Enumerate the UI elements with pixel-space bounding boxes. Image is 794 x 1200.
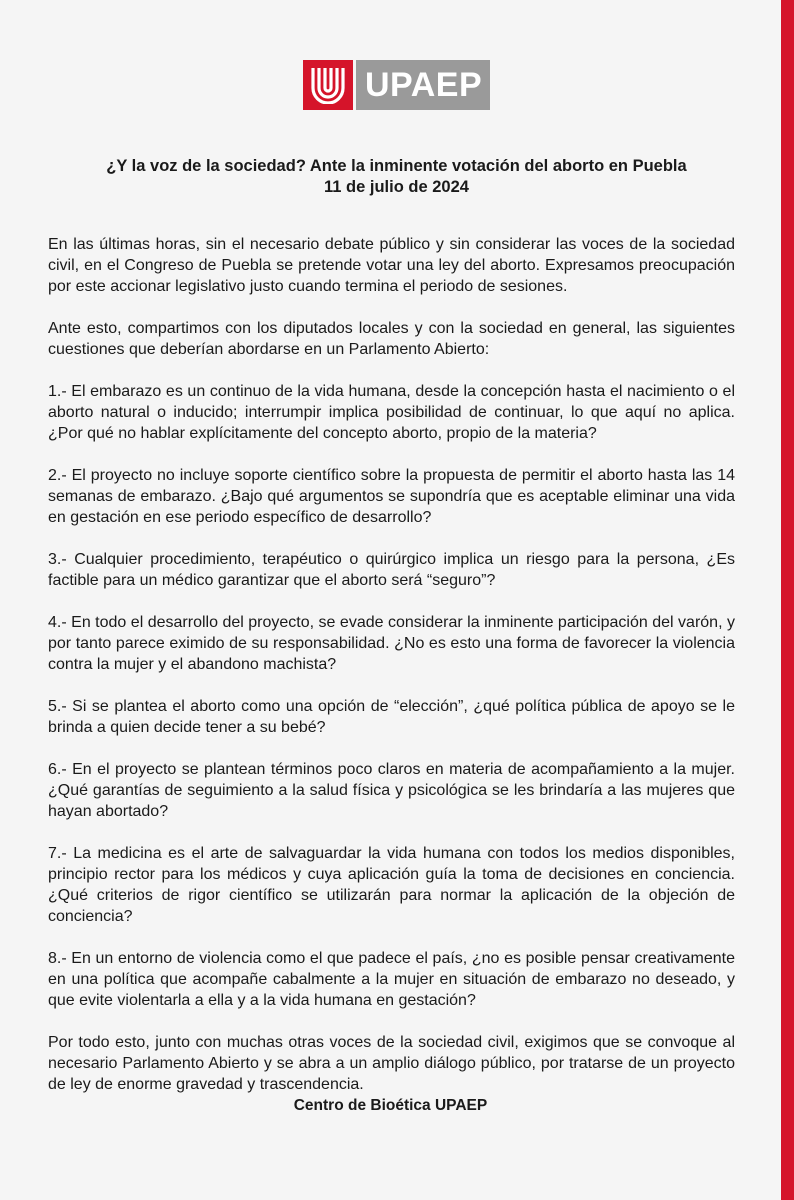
signature: Centro de Bioética UPAEP	[293, 1097, 488, 1114]
paragraph-point-7: 7.- La medicina es el arte de salvaguardar la vida humana con todos los medios disponibles, principio rector para los médicos y cuya aplicación guía la toma de decisiones en conciencia. ¿Qué criterios de rigor científico se utilizarán para normar la aplicación de la objeción de conciencia?	[48, 845, 735, 925]
paragraph-conclusion: Por todo esto, junto con muchas otras voces de la sociedad civil, exigimos que se convoque al necesario Parlamento Abierto y se abra a un amplio diálogo público, por tratarse de un proyecto de ley de enorme gravedad y trascendencia.	[48, 1034, 735, 1093]
document-title	[40, 156, 753, 198]
paragraph-point-1: 1.- El embarazo es un continuo de la vida humana, desde la concepción hasta el nacimiento o el aborto natural o inducido; interrumpir implica posibilidad de continuar, lo que aquí no aplica. ¿Por qué no hablar explícitamente del concepto aborto, propio de la materia?	[48, 383, 735, 442]
document-body	[48, 234, 735, 1116]
paragraph-point-5: 5.- Si se plantea el aborto como una opción de “elección”, ¿qué política pública de apoyo se le brinda a quien decide tener a su bebé?	[48, 698, 735, 736]
red-edge-bar	[781, 0, 794, 1200]
paragraph-questions-intro: Ante esto, compartimos con los diputados locales y con la sociedad en general, las siguientes cuestiones que deberían abordarse en un Parlamento Abierto:	[48, 320, 735, 358]
logo-wordmark: UPAEP	[356, 60, 490, 110]
paragraph-point-4: 4.- En todo el desarrollo del proyecto, se evade considerar la inminente participación del varón, y por tanto parece eximido de su responsabilidad. ¿No es esto una forma de favorecer la violencia contra la mujer y el abandono machista?	[48, 614, 735, 673]
title-date: 11 de julio de 2024	[324, 178, 469, 196]
paragraph-point-8: 8.- En un entorno de violencia como el que padece el país, ¿no es posible pensar creativamente en una política que acompañe cabalmente a la mujer en situación de embarazo no deseado, y que evite violentarla a ella y a la vida humana en gestación?	[48, 950, 735, 1009]
upaep-logo	[303, 60, 490, 110]
paragraph-intro: En las últimas horas, sin el necesario debate público y sin considerar las voces de la sociedad civil, en el Congreso de Puebla se pretende votar una ley del aborto. Expresamos preocupación por este accionar legislativo justo cuando termina el periodo de sesiones.	[48, 236, 735, 295]
paragraph-point-6: 6.- En el proyecto se plantean términos poco claros en materia de acompañamiento a la mujer. ¿Qué garantías de seguimiento a la salud física y psicológica se les brindaría a las mujeres que hayan abortado?	[48, 761, 735, 820]
paragraph-point-3: 3.- Cualquier procedimiento, terapéutico o quirúrgico implica un riesgo para la persona, ¿Es factible para un médico garantizar que el aborto será “seguro”?	[48, 551, 735, 589]
upaep-u-icon	[303, 60, 353, 110]
paragraph-point-2: 2.- El proyecto no incluye soporte científico sobre la propuesta de permitir el aborto hasta las 14 semanas de embarazo. ¿Bajo qué argumentos se supondría que es aceptable eliminar una vida en gestación en ese periodo específico de desarrollo?	[48, 467, 735, 526]
title-line: ¿Y la voz de la sociedad? Ante la inminente votación del aborto en Puebla	[106, 157, 687, 175]
